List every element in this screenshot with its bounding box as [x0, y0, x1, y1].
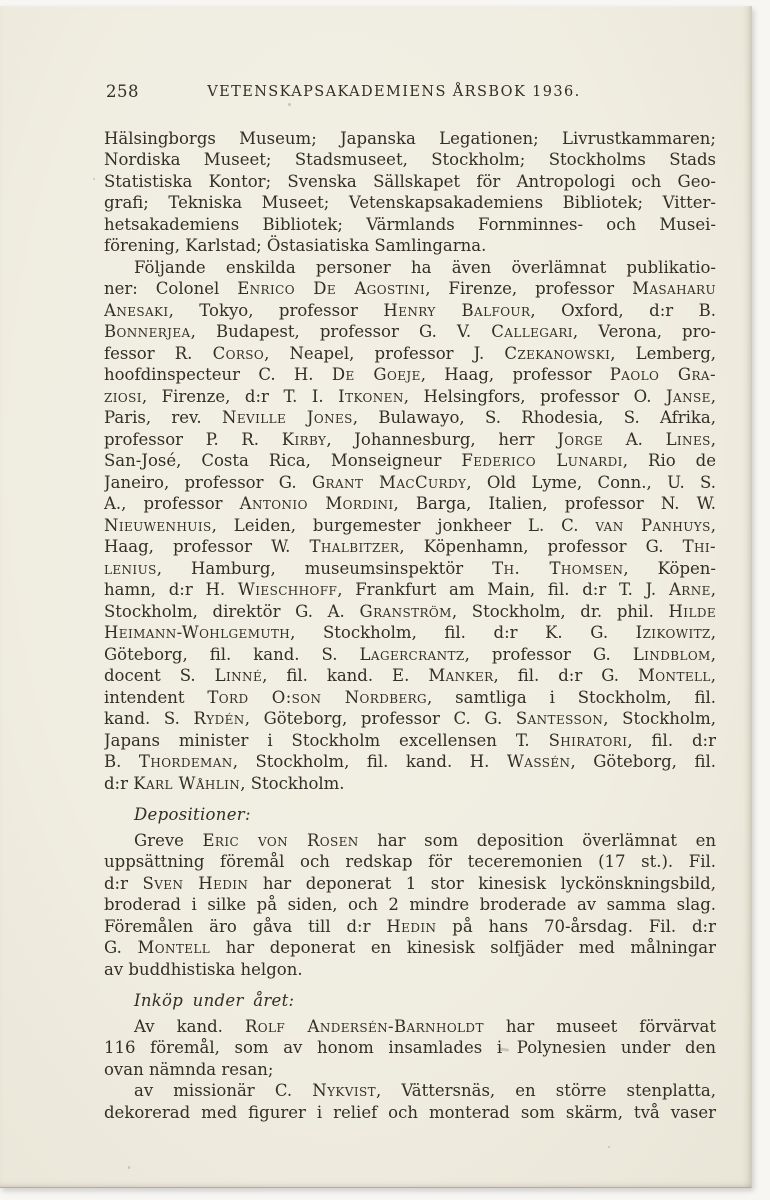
- text-line: uppsättning föremål och redskap för teceremonien (17 st.). Fil.: [104, 852, 716, 871]
- person-name: Thalbitzer: [309, 537, 400, 556]
- person-name: Linné: [214, 666, 263, 685]
- text-line: av missionär C. Nykvist, Vättersnäs, en större stenplatta,: [134, 1081, 716, 1100]
- text-line: Stockholm, direktör G. A. Granström, Stockholm, dr. phil. Hilde: [104, 601, 716, 621]
- person-name: De Goeje: [331, 365, 421, 384]
- book-page: [0, 6, 752, 1188]
- person-name: Granström: [359, 601, 452, 621]
- section-heading: Depositioner:: [134, 805, 251, 824]
- text-line: Statistiska Kontor; Svenska Sällskapet för Antropologi och Geo-: [104, 171, 716, 191]
- person-name: Rolf Andersén-Barnholdt: [244, 1016, 484, 1036]
- paper-speck: [128, 1166, 130, 1169]
- person-name: Enrico De Agostini: [237, 279, 426, 298]
- running-title: VETENSKAPSAKADEMIENS ÅRSBOK 1936.: [207, 84, 581, 100]
- person-name: Corso: [212, 343, 265, 363]
- person-name: Paolo Gra-: [609, 365, 716, 384]
- text-line: B. Thordeman, Stockholm, fil. kand. H. Wassén, Göteborg, fil.: [104, 752, 716, 771]
- person-name: Karl Wåhlin: [133, 773, 241, 793]
- text-line: ziosi, Firenze, d:r T. I. Itkonen, Helsingfors, professor O. Janse,: [104, 386, 716, 406]
- person-name: Lines: [665, 429, 711, 449]
- person-name: Callegari: [491, 322, 573, 341]
- person-name: Nykvist: [312, 1081, 376, 1100]
- person-name: Manker: [428, 666, 494, 685]
- text-line: dekorerad med figurer i relief och monterad som skärm, två vaser: [104, 1102, 716, 1122]
- person-name: Anesaki: [104, 300, 169, 320]
- person-name: van Panhuys: [595, 515, 711, 535]
- text-line: Greve Eric von Rosen har som deposition överlämnat en: [134, 830, 716, 850]
- person-name: Eric von Rosen: [202, 830, 359, 850]
- paper-speck: [93, 178, 95, 180]
- text-line: Japans minister i Stockholm excellensen T. Shiratori, fil. d:r: [104, 730, 716, 750]
- text-line: Haag, professor W. Thalbitzer, Köpenhamn, professor G. Thi-: [104, 537, 716, 556]
- person-name: Bonnerjea: [104, 322, 191, 341]
- text-line: 116 föremål, som av honom insamlades i Polynesien under den: [104, 1038, 716, 1057]
- person-name: Czekanowski: [504, 343, 611, 363]
- person-name: Itkonen: [338, 386, 404, 406]
- text-line: ovan nämnda resan;: [104, 1059, 274, 1079]
- text-line: Av kand. Rolf Andersén-Barnholdt har museet förvärvat: [134, 1016, 716, 1036]
- person-name: Montell: [137, 938, 211, 957]
- text-line: d:r Sven Hedin har deponerat 1 stor kinesisk lyckönskningsbild,: [104, 873, 716, 893]
- person-name: Montell: [638, 666, 711, 685]
- person-name: ziosi: [104, 386, 142, 406]
- text-line: ner: Colonel Enrico De Agostini, Firenze, professor Masaharu: [104, 279, 716, 298]
- page-header: [104, 82, 716, 104]
- text-line: d:r Karl Wåhlin, Stockholm.: [104, 773, 345, 793]
- text-line: Följande enskilda personer ha även överlämnat publikatio-: [134, 257, 716, 277]
- person-name: Wassén: [506, 752, 571, 771]
- person-name: Tord O:son Nordberg: [207, 687, 428, 707]
- text-line: San-José, Costa Rica, Monseigneur Federico Lunardi, Rio de: [104, 451, 716, 470]
- text-line: kand. S. Rydén, Göteborg, professor C. G. Santesson, Stockholm,: [104, 709, 716, 728]
- person-name: Jorge: [557, 429, 604, 449]
- text-line: intendent Tord O:son Nordberg, samtliga i Stockholm, fil.: [104, 687, 716, 707]
- person-name: Masaharu: [632, 279, 716, 298]
- paper-speck: [608, 1146, 610, 1148]
- text-line: hetsakademiens Bibliotek; Värmlands Fornminnes- och Musei-: [104, 214, 716, 234]
- text-line: förening, Karlstad; Östasiatiska Samlingarna.: [104, 236, 487, 255]
- person-name: Grant MacCurdy: [311, 472, 467, 492]
- text-line: A., professor Antonio Mordini, Barga, Italien, professor N. W.: [104, 494, 716, 513]
- text-line: fessor R. Corso, Neapel, professor J. Czekanowski, Lemberg,: [104, 343, 716, 363]
- text-line: av buddhistiska helgon.: [104, 959, 303, 979]
- person-name: Thi-: [682, 537, 716, 556]
- person-name: Arne: [668, 580, 711, 599]
- person-name: Thordeman: [138, 752, 233, 771]
- person-name: Santesson: [515, 709, 604, 728]
- person-name: Sven Hedin: [142, 873, 249, 893]
- text-line: Bonnerjea, Budapest, professor G. V. Callegari, Verona, pro-: [104, 322, 716, 341]
- page-text: [104, 128, 716, 1124]
- text-line: G. Montell har deponerat en kinesisk solfjäder med målningar: [104, 938, 716, 957]
- person-name: Antonio Mordini: [239, 494, 394, 513]
- text-line: Hälsingborgs Museum; Japanska Legationen; Livrustkammaren;: [104, 128, 716, 148]
- person-name: Kirby: [281, 429, 327, 449]
- person-name: Wieschhoff: [237, 580, 338, 599]
- person-name: Federico Lunardi: [461, 451, 623, 470]
- text-line: hamn, d:r H. Wieschhoff, Frankfurt am Main, fil. d:r T. J. Arne,: [104, 580, 716, 599]
- text-line: Janeiro, professor G. Grant MacCurdy, Old Lyme, Conn., U. S.: [104, 472, 716, 492]
- person-name: Nieuwenhuis: [104, 515, 212, 535]
- text-line: Paris, rev. Neville Jones, Bulawayo, S. Rhodesia, S. Afrika,: [104, 408, 716, 427]
- person-name: Hedin: [386, 916, 437, 936]
- person-name: Shiratori: [548, 730, 628, 750]
- text-line: Heimann-Wohlgemuth, Stockholm, fil. d:r K. G. Izikowitz,: [104, 623, 716, 642]
- person-name: Henry Balfour: [383, 300, 531, 320]
- person-name: Lindblom: [632, 644, 711, 664]
- text-line: hoofdinspecteur C. H. De Goeje, Haag, professor Paolo Gra-: [104, 365, 716, 384]
- person-name: Hilde: [668, 601, 716, 621]
- text-line: Föremålen äro gåva till d:r Hedin på hans 70-årsdag. Fil. d:r: [104, 916, 716, 936]
- person-name: Th. Thomsen: [492, 558, 624, 578]
- person-name: lenius: [104, 558, 157, 578]
- person-name: Janse: [665, 386, 711, 406]
- page-content: [104, 82, 716, 1123]
- text-line: Nieuwenhuis, Leiden, burgemester jonkheer L. C. van Panhuys,: [104, 515, 716, 535]
- person-name: Rydén: [193, 709, 245, 728]
- text-line: grafi; Tekniska Museet; Vetenskapsakademiens Bibliotek; Vitter-: [104, 193, 716, 212]
- person-name: Heimann-Wohlgemuth: [104, 623, 291, 642]
- text-line: lenius, Hamburg, museumsinspektör Th. Thomsen, Köpen-: [104, 558, 716, 578]
- text-line: Anesaki, Tokyo, professor Henry Balfour, Oxford, d:r B.: [104, 300, 716, 320]
- text-line: docent S. Linné, fil. kand. E. Manker, fil. d:r G. Montell,: [104, 666, 716, 685]
- text-line: professor P. R. Kirby, Johannesburg, herr Jorge A. Lines,: [104, 429, 716, 449]
- page-number: 258: [106, 82, 139, 101]
- text-line: Nordiska Museet; Stadsmuseet, Stockholm; Stockholms Stads: [104, 150, 716, 169]
- person-name: Neville Jones: [222, 408, 353, 427]
- text-line: Göteborg, fil. kand. S. Lagercrantz, professor G. Lindblom,: [104, 644, 716, 664]
- person-name: Lagercrantz: [359, 644, 465, 664]
- text-line: broderad i silke på siden, och 2 mindre broderade av samma slag.: [104, 895, 716, 914]
- person-name: Izikowitz: [635, 623, 711, 642]
- section-heading: Inköp under året:: [134, 991, 295, 1010]
